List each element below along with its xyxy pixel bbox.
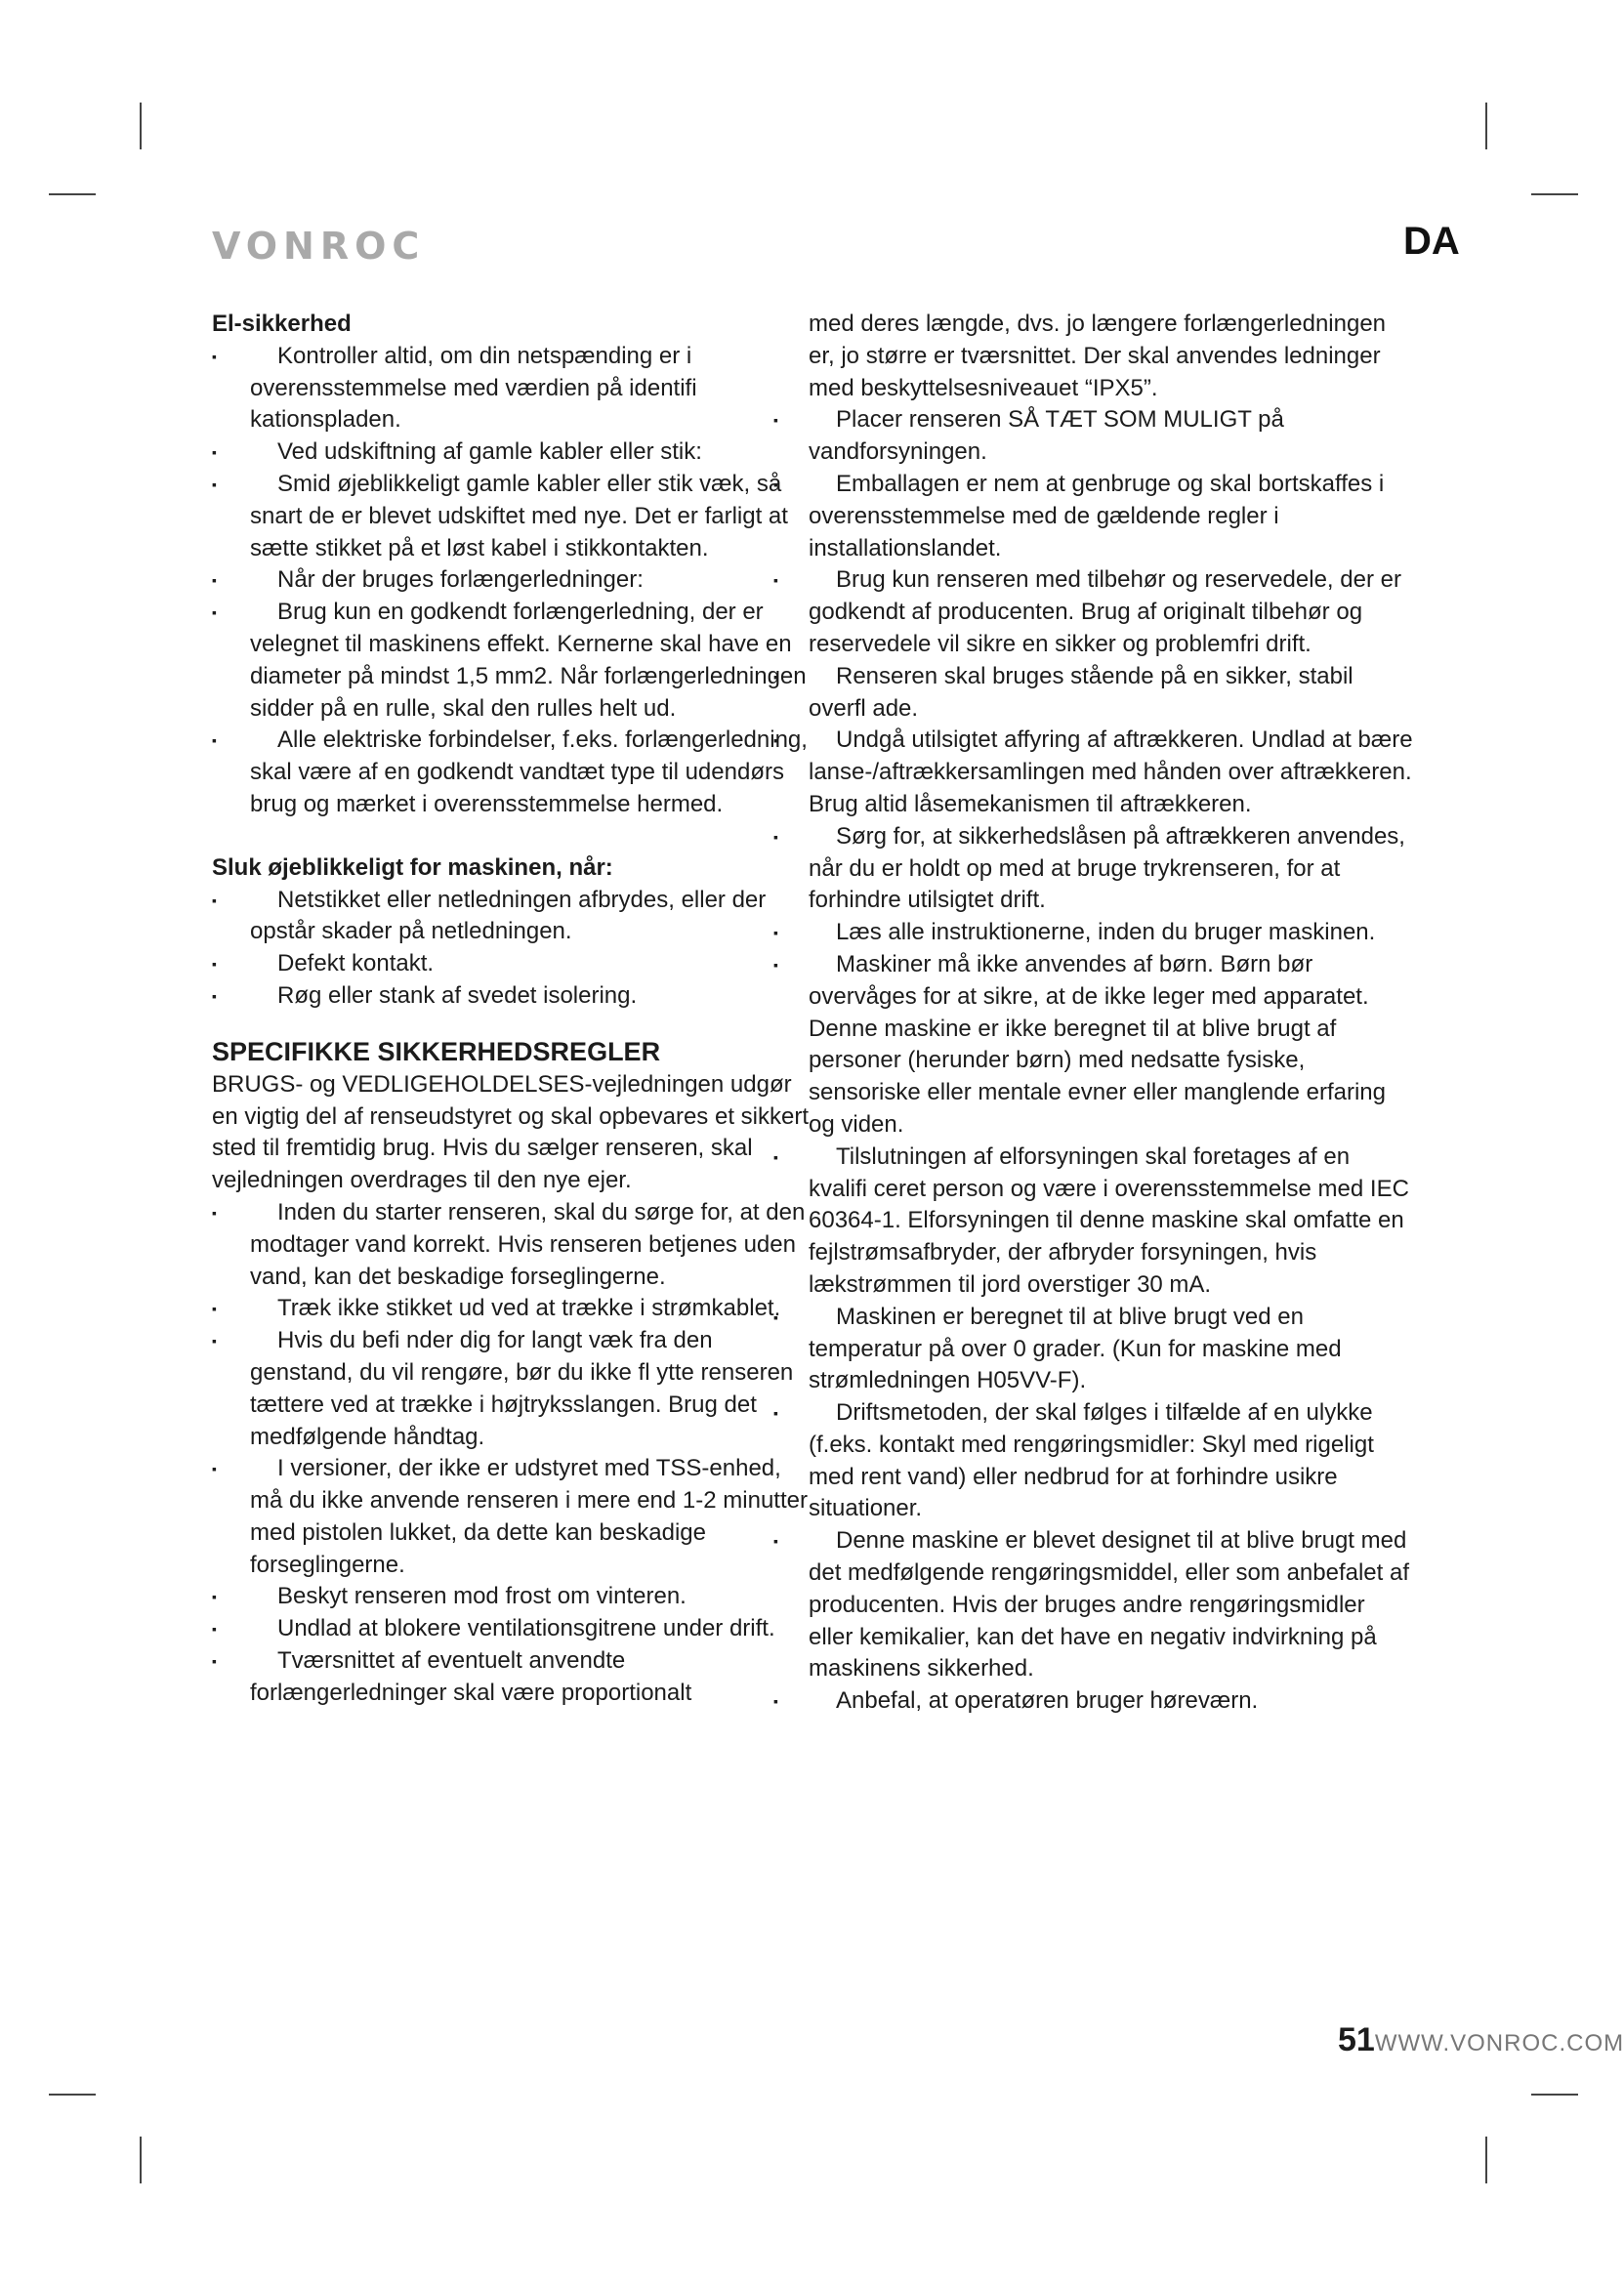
list-item: ▪ Træk ikke stikket ud ved at trække i strømkablet.: [212, 1293, 817, 1325]
list-item: ▪ Læs alle instruktionerne, inden du bruger maskinen.: [809, 917, 1414, 949]
list-item: ▪ Tilslutningen af elforsyningen skal foretages af en kvalifi ceret person og være i overensstemmelse med IEC 60364-1. Elforsyningen til denne maskine skal omfatte en fejlstrømsafbryder, der afbryder forsyningen, hvis lækstrømmen til jord overstiger 30 mA.: [809, 1142, 1414, 1302]
list-item: ▪ Røg eller stank af svedet isolering.: [212, 980, 817, 1013]
list-item: ▪ Brug kun renseren med tilbehør og reservedele, der er godkendt af producenten. Brug af originalt tilbehør og reservedele vil sikre en sikker og problemfri drift.: [809, 564, 1414, 660]
list-item: ▪ Kontroller altid, om din netspænding er i overensstemmelse med værdien på identifi kationspladen.: [212, 341, 817, 436]
continued-text: med deres længde, dvs. jo længere forlængerledningen er, jo større er tværsnittet. Der skal anvendes ledninger med beskyttelsesniveauet “IPX5”.: [809, 311, 1387, 401]
shutdown-list: [212, 885, 817, 1013]
list-item: ▪ Maskinen er beregnet til at blive brugt ved en temperatur på over 0 grader. (Kun for maskine med strømledningen H05VV-F).: [809, 1302, 1414, 1397]
list-item: ▪ Undlad at blokere ventilationsgitrene under drift.: [212, 1613, 817, 1645]
crop-mark: [49, 193, 96, 195]
left-column: [212, 309, 817, 1710]
specific-rules-intro: BRUGS- og VEDLIGEHOLDELSES-vejledningen udgør en vigtig del af renseudstyret og skal opbevares et sikkert sted til fremtidig brug. Hvis du sælger renseren, skal vejledningen overdrages til den nye ejer.: [212, 1070, 809, 1194]
list-item: ▪ Maskiner må ikke anvendes af børn. Børn bør overvåges for at sikre, at de ikke leger med apparatet. Denne maskine er ikke beregnet til at blive brugt af personer (herunder børn) med nedsatte fysiske, sensoriske eller mentale evner eller manglende erfaring og viden.: [809, 949, 1414, 1142]
list-item: ▪ Emballagen er nem at genbruge og skal bortskaffes i overensstemmelse med de gældende regler i installationslandet.: [809, 469, 1414, 564]
crop-mark: [1531, 2094, 1578, 2096]
list-item: ▪ I versioner, der ikke er udstyret med TSS-enhed, må du ikke anvende renseren i mere end 1-2 minutter med pistolen lukket, da dette kan beskadige forseglingerne.: [212, 1453, 817, 1581]
list-item: ▪ Defekt kontakt.: [212, 948, 817, 980]
list-item: ▪ Beskyt renseren mod frost om vinteren.: [212, 1581, 817, 1613]
list-item: ▪ Smid øjeblikkeligt gamle kabler eller stik væk, så snart de er blevet udskiftet med nye. Det er farligt at sætte stikket på et løst kabel i stikkontakten.: [212, 469, 817, 564]
list-item: ▪ Tværsnittet af eventuelt anvendte forlængerledninger skal være proportionalt: [212, 1645, 817, 1710]
list-item: ▪ Alle elektriske forbindelser, f.eks. forlængerledning, skal være af en godkendt vandtæt type til udendørs brug og mærket i overensstemmelse hermed.: [212, 725, 817, 820]
page-footer: [1338, 2021, 1624, 2059]
specific-rules-list: [212, 1197, 817, 1710]
list-item: ▪ Placer renseren SÅ TÆT SOM MULIGT på vandforsyningen.: [809, 404, 1414, 469]
list-item: ▪ Netstikket eller netledningen afbrydes, eller der opstår skader på netledningen.: [212, 885, 817, 949]
list-item: ▪ Ved udskiftning af gamle kabler eller stik:: [212, 436, 817, 469]
page-number: 51: [1338, 2021, 1375, 2058]
el-safety-list: [212, 341, 817, 821]
crop-mark: [1531, 193, 1578, 195]
list-item: ▪ Renseren skal bruges stående på en sikker, stabil overfl ade.: [809, 661, 1414, 726]
crop-mark: [1485, 103, 1487, 149]
list-item: ▪ Sørg for, at sikkerhedslåsen på aftrækkeren anvendes, når du er holdt op med at bruge trykrenseren, for at forhindre utilsigtet drift.: [809, 821, 1414, 917]
list-item: ▪ Inden du starter renseren, skal du sørge for, at den modtager vand korrekt. Hvis renseren betjenes uden vand, kan det beskadige forseglingerne.: [212, 1197, 817, 1293]
shutdown-heading: Sluk øjeblikkeligt for maskinen, når:: [212, 853, 613, 881]
specific-rules-heading: SPECIFIKKE SIKKERHEDSREGLER: [212, 1036, 661, 1066]
list-item: ▪ Anbefal, at operatøren bruger høreværn.: [809, 1685, 1414, 1718]
website-url: WWW.VONROC.COM: [1374, 2030, 1624, 2056]
language-code: DA: [1403, 220, 1460, 263]
brand-logo: VONROC: [212, 225, 426, 268]
list-item: ▪ Driftsmetoden, der skal følges i tilfælde af en ulykke (f.eks. kontakt med rengøringsmidler: Skyl med rigeligt med rent vand) eller nedbrud for at forhindre usikre situationer.: [809, 1397, 1414, 1525]
list-item: ▪ Brug kun en godkendt forlængerledning, der er velegnet til maskinens effekt. Kernerne skal have en diameter på mindst 1,5 mm2. Når forlængerledningen sidder på en rulle, skal den rulles helt ud.: [212, 597, 817, 725]
list-item: ▪ Hvis du befi nder dig for langt væk fra den genstand, du vil rengøre, bør du ikke fl ytte renseren tættere ved at trække i højtryksslangen. Brug det medfølgende håndtag.: [212, 1325, 817, 1453]
list-item: ▪ Denne maskine er blevet designet til at blive brugt med det medfølgende rengøringsmiddel, eller som anbefalet af producenten. Hvis der bruges andre rengøringsmidler eller kemikalier, kan det have en negativ indvirkning på maskinens sikkerhed.: [809, 1525, 1414, 1685]
crop-mark: [49, 2094, 96, 2096]
crop-mark: [1485, 2137, 1487, 2183]
right-rules-list: [809, 404, 1414, 1718]
right-column: [809, 309, 1414, 1718]
crop-mark: [140, 103, 142, 149]
el-safety-heading: El-sikkerhed: [212, 311, 352, 337]
list-item: ▪ Undgå utilsigtet affyring af aftrækkeren. Undlad at bære lanse-/aftrækkersamlingen med hånden over aftrækkeren. Brug altid låsemekanismen til aftrækkeren.: [809, 725, 1414, 820]
list-item: ▪ Når der bruges forlængerledninger:: [212, 564, 817, 597]
crop-mark: [140, 2137, 142, 2183]
